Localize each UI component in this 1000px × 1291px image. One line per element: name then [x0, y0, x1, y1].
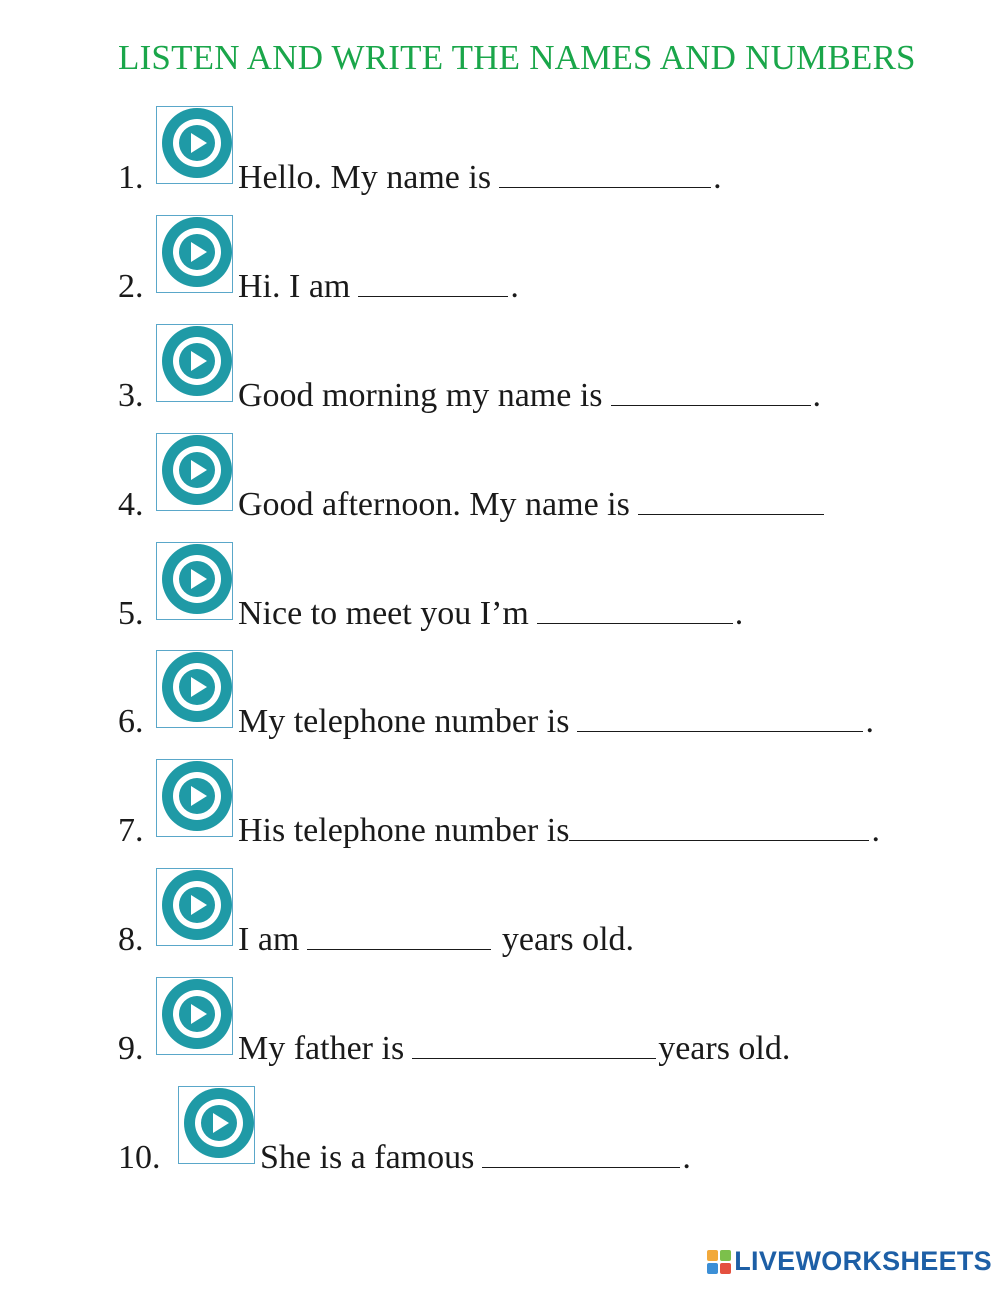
answer-blank[interactable]: [537, 593, 733, 624]
play-button-icon[interactable]: [178, 1086, 255, 1164]
sentence-end: .: [812, 377, 822, 414]
play-button-icon[interactable]: [156, 650, 233, 728]
answer-blank[interactable]: [482, 1137, 680, 1168]
exercise-row: [118, 542, 978, 632]
answer-blank[interactable]: [307, 919, 491, 950]
item-number: 5.: [118, 595, 144, 632]
exercise-row: [118, 324, 978, 414]
sentence: [238, 593, 743, 634]
item-number: 7.: [118, 812, 144, 849]
exercise-row: [118, 650, 978, 740]
sentence-end: .: [871, 812, 880, 849]
page-title: LISTEN AND WRITE THE NAMES AND NUMBERS: [118, 38, 916, 77]
sentence-text: I am: [238, 921, 300, 958]
answer-blank[interactable]: [577, 701, 863, 732]
play-button-icon[interactable]: [156, 868, 233, 946]
item-number: 8.: [118, 921, 144, 958]
sentence: [238, 266, 519, 307]
play-button-icon[interactable]: [156, 542, 233, 620]
answer-blank[interactable]: [611, 375, 811, 406]
sentence: [238, 701, 874, 742]
sentence-text: Good morning my name is: [238, 377, 603, 414]
exercise-row: [118, 977, 978, 1067]
play-button-icon[interactable]: [156, 977, 233, 1055]
item-number: 1.: [118, 159, 144, 196]
sentence-end: years old.: [658, 1030, 791, 1067]
item-number: 10.: [118, 1139, 161, 1176]
play-button-icon[interactable]: [156, 324, 233, 402]
item-number: 4.: [118, 486, 144, 523]
sentence-text: Hi. I am: [238, 268, 351, 305]
item-number: 3.: [118, 377, 144, 414]
sentence: [238, 375, 821, 416]
exercise-row: [118, 106, 978, 196]
play-button-icon[interactable]: [156, 759, 233, 837]
item-number: 6.: [118, 703, 144, 740]
sentence-text: My telephone number is: [238, 703, 570, 740]
sentence-end: .: [682, 1139, 691, 1176]
item-number: 9.: [118, 1030, 144, 1067]
play-button-icon[interactable]: [156, 106, 233, 184]
sentence-end: .: [734, 595, 744, 632]
exercise-row: [118, 1086, 978, 1176]
exercise-row: [118, 215, 978, 305]
sentence: [238, 1028, 790, 1069]
exercise-row: [118, 433, 978, 523]
sentence-end: .: [865, 703, 874, 740]
answer-blank[interactable]: [569, 810, 869, 841]
sentence: [238, 484, 826, 525]
play-button-icon[interactable]: [156, 215, 233, 293]
logo-blocks-icon: [707, 1250, 731, 1274]
answer-blank[interactable]: [499, 157, 711, 188]
sentence: [260, 1137, 691, 1178]
sentence-end: .: [713, 159, 722, 196]
sentence-text: She is a famous: [260, 1139, 475, 1176]
sentence-text: Good afternoon. My name is: [238, 486, 630, 523]
sentence: [238, 157, 722, 198]
sentence: [238, 919, 634, 960]
sentence-text: My father is: [238, 1030, 405, 1067]
logo-text: LIVEWORKSHEETS: [734, 1246, 992, 1276]
liveworksheets-logo: [707, 1246, 992, 1277]
sentence-end: .: [510, 268, 519, 305]
sentence-text: His telephone number is: [238, 812, 570, 849]
answer-blank[interactable]: [358, 266, 508, 297]
exercise-row: [118, 759, 978, 849]
sentence-text: Nice to meet you I’m: [238, 595, 529, 632]
exercise-row: [118, 868, 978, 958]
sentence-end: years old.: [501, 921, 635, 958]
sentence: [238, 810, 880, 851]
sentence-text: Hello. My name is: [238, 159, 492, 196]
answer-blank[interactable]: [412, 1028, 656, 1059]
item-number: 2.: [118, 268, 144, 305]
answer-blank[interactable]: [638, 484, 824, 515]
play-button-icon[interactable]: [156, 433, 233, 511]
